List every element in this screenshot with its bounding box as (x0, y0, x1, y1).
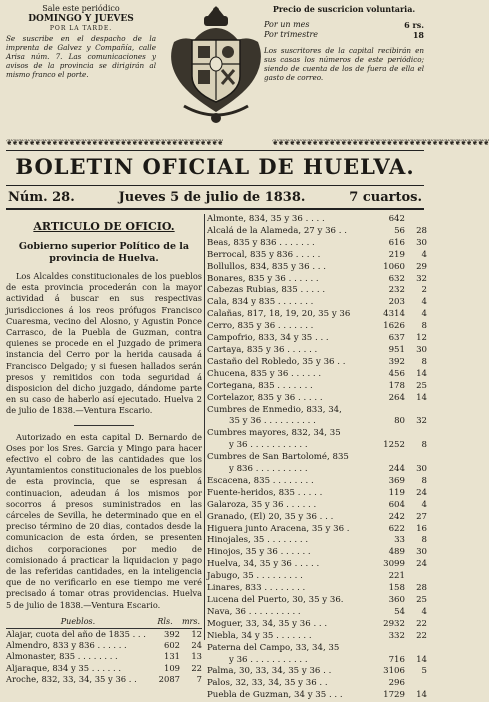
table-row (207, 369, 427, 381)
table-row (207, 690, 427, 702)
notice-paragraph-2: Autorizado en esta capital D. Bernardo de Oses por los Sres. Garcia y Mingo para hacer efectivo el cobro de las cantidades que los Ayuntamientos constitucionales de los pueblos de esta provincia, que se espresan á continuacion, adeudan á los mismos por socorros á presos suministrados en las cárceles de Sevilla, he determinado que en el preciso término de 20 dias, contados desde la comunicacion de esta órden, se presenten dichos corporaciones por medio de comisionado á practicar la liquidacion y pago de las referidas cantidades, en la inteligencia que de no verificarlo en ese tiempo me veré precisado á tomar otras providencias. Huelva 5 de julio de 1838.—Ventura Escario. (6, 431, 202, 610)
table-row (207, 678, 427, 690)
maravedis-cell: 8 (421, 535, 427, 546)
table-row (207, 274, 427, 286)
maravedis-cell: 12 (416, 333, 427, 344)
town-cell: Linares, 833 . . . . . . . . (207, 583, 306, 594)
publication-time: POR LA TARDE. (49, 25, 113, 32)
table-row (207, 631, 427, 643)
reales-cell: 2087 (158, 673, 180, 684)
reales-cell: 232 (388, 285, 405, 296)
table-row (207, 583, 427, 595)
price-trimester-label: Por trimestre (264, 30, 319, 39)
maravedis-cell: 4 (421, 249, 427, 260)
table-row (207, 488, 427, 500)
town-cell: Cortelazor, 835 y 36 . . . . . (207, 392, 323, 403)
maravedis-cell: 22 (191, 662, 202, 673)
table-row (207, 655, 427, 667)
table-row (207, 238, 427, 250)
table-row (6, 663, 202, 674)
divider (6, 150, 424, 151)
issue-date: Jueves 5 de julio de 1838. (118, 190, 306, 205)
town-cell: Cala, 834 y 835 . . . . . . . (207, 297, 314, 308)
maravedis-cell: 14 (416, 368, 427, 379)
column-header-pueblos: Pueblos. (60, 616, 96, 626)
town-cell: Puebla de Guzman, 34 y 35 . . . (207, 690, 343, 701)
table-row (207, 595, 427, 607)
town-cell: Granado, (El) 20, 35 y 36 . . . (207, 511, 334, 522)
table-row (207, 500, 427, 512)
ornament-left: ❦❦❦❦❦❦❦❦❦❦❦❦❦❦❦❦❦❦❦❦❦❦❦❦❦❦❦❦❦❦❦❦❦❦❦❦❦❦ (6, 138, 223, 147)
reales-cell: 622 (388, 523, 405, 534)
debt-table-header (6, 617, 202, 629)
maravedis-cell: 8 (421, 440, 427, 451)
left-column (6, 214, 202, 684)
maravedis-cell (405, 214, 427, 226)
maravedis-cell: 30 (416, 547, 427, 558)
maravedis-cell: 13 (191, 651, 202, 662)
maravedis-cell: 25 (416, 380, 427, 391)
notice-paragraph-1: Los Alcaldes constitucionales de los pueblos de esta provincia procederán con la mayor actividad á buscar en sus respectivas jurisdicciones á los reos prófugos Francisco Cuaresma, vecino del Alosno, y Agustin Ponce Carrasco, de la Puebla de Guzman, contra quienes se procede en el Juzgado de primera instancia del Cerro por la herida causada á Francisco Delgado; y si fuesen hallados serán presos y remitidos con toda seguridad á disposicion del dicho juzgado, dándome parte en su caso de haberlo así ejecutado. Huelva 2 de julio de 1838.—Ventura Escario. (6, 271, 202, 416)
table-row (6, 651, 202, 662)
maravedis-cell: 4 (421, 606, 427, 617)
town-cell: Cortegana, 835 . . . . . . . (207, 380, 313, 391)
maravedis-cell: 22 (416, 630, 427, 641)
town-cell: Paterna del Campo, 33, 34, 35 (207, 642, 340, 653)
reales-cell: 1252 (383, 440, 405, 451)
table-row (207, 214, 427, 226)
table-row (207, 250, 427, 262)
maravedis-cell: 22 (416, 618, 427, 629)
table-row (207, 321, 427, 333)
town-cell: y 836 . . . . . . . . . . (229, 464, 308, 475)
table-row (207, 524, 427, 536)
maravedis-cell: 30 (416, 344, 427, 355)
reales-cell: 3099 (383, 559, 405, 570)
table-row (207, 393, 427, 405)
maravedis-cell: 24 (416, 559, 427, 570)
reales-cell: 332 (388, 630, 405, 641)
town-cell: 35 y 36 . . . . . . . . . . (229, 416, 316, 427)
town-cell: Moguer, 33, 34, 35 y 36 . . . (207, 618, 328, 629)
table-row (207, 428, 427, 440)
reales-cell: 456 (388, 368, 405, 379)
table-row (207, 619, 427, 631)
reales-cell: 951 (388, 344, 405, 355)
price-trimester-value: 18 (412, 30, 424, 40)
maravedis-cell: 24 (191, 640, 202, 651)
reales-cell (371, 643, 405, 655)
town-cell: Calañas, 817, 18, 19, 20, 35 y 36 (207, 309, 351, 320)
maravedis-cell: 32 (416, 416, 427, 427)
table-row (207, 309, 427, 321)
town-cell: Cabezas Rubias, 835 . . . . . (207, 285, 326, 296)
table-row (207, 643, 427, 655)
table-row (207, 547, 427, 559)
table-row (207, 607, 427, 619)
issue-info-bar (8, 190, 422, 205)
town-cell: Almonte, 834, 35 y 36 . . . . (207, 214, 325, 224)
divider (6, 208, 424, 210)
maravedis-cell: 8 (421, 321, 427, 332)
reales-cell: 1729 (383, 690, 405, 701)
table-row (207, 416, 427, 428)
royal-coat-of-arms-icon (164, 2, 268, 126)
town-cell: Alcalá de la Alameda, 27 y 36 . . (207, 225, 347, 236)
maravedis-cell: 30 (416, 237, 427, 248)
reales-cell (371, 452, 405, 464)
table-row (207, 512, 427, 524)
subscriber-delivery-info: Los suscritores de la capital recibirán en sus casas los números de este periódico; siendo de cuenta de los de fuera de ella el gasto de correo. (264, 46, 424, 82)
town-cell: Escacena, 835 . . . . . . . . (207, 475, 314, 486)
divider (74, 425, 134, 426)
maravedis-cell (405, 571, 427, 583)
maravedis-cell: 4 (421, 499, 427, 510)
reales-cell: 33 (394, 535, 405, 546)
ornament-right: ❦❦❦❦❦❦❦❦❦❦❦❦❦❦❦❦❦❦❦❦❦❦❦❦❦❦❦❦❦❦❦❦❦❦❦❦❦❦ (272, 138, 489, 147)
town-cell: y 36 . . . . . . . . . . . (229, 440, 308, 451)
reales-cell: 203 (388, 297, 405, 308)
subscription-info: Se suscribe en el despacho de la imprenta de Galvez y Compañía, calle Arisa núm. 7. Las comunicaciones y avisos de la provincia se dirigirán al mismo franco el porte. (6, 34, 156, 79)
table-row (207, 440, 427, 452)
table-row (207, 535, 427, 547)
reales-cell: 604 (388, 499, 405, 510)
reales-cell: 54 (394, 606, 405, 617)
maravedis-cell: 16 (416, 523, 427, 534)
debt-table-left (6, 629, 202, 685)
maravedis-cell: 5 (421, 666, 427, 677)
table-row (207, 666, 427, 678)
maravedis-cell: 12 (191, 628, 202, 639)
town-cell: Palma, 30, 33, 34, 35 y 36 . . (207, 666, 332, 677)
maravedis-cell (405, 643, 427, 655)
maravedis-cell: 14 (416, 654, 427, 665)
reales-cell: 616 (388, 237, 405, 248)
price-month-row (264, 20, 424, 30)
reales-cell: 1060 (383, 261, 405, 272)
reales-cell: 3106 (383, 666, 405, 677)
maravedis-cell: 7 (196, 673, 202, 684)
reales-cell: 56 (394, 225, 405, 236)
maravedis-cell: 28 (416, 225, 427, 236)
town-cell: Palos, 32, 33, 34, 35 y 36 . . (207, 678, 328, 689)
town-cell: Galaroza, 35 y 36 . . . . . . (207, 499, 317, 510)
maravedis-cell: 14 (416, 392, 427, 403)
reales-cell: 219 (388, 249, 405, 260)
town-cell: Higuera junto Aracena, 35 y 36 . (207, 523, 350, 534)
maravedis-cell: 25 (416, 595, 427, 605)
column-header-mrs: mrs. (181, 616, 201, 626)
table-row (207, 285, 427, 297)
article-heading: ARTICULO DE OFICIO. (33, 220, 175, 233)
table-row (207, 452, 427, 464)
reales-cell: 637 (388, 333, 405, 344)
table-row (207, 357, 427, 369)
debt-table-right (207, 214, 427, 702)
reales-cell: 360 (388, 595, 405, 605)
reales-cell (371, 405, 405, 417)
table-row (207, 297, 427, 309)
table-row (6, 640, 202, 651)
town-cell: Cumbres de Enmedio, 833, 34, (207, 404, 342, 415)
maravedis-cell (405, 452, 427, 464)
table-row (207, 262, 427, 274)
town-cell: y 36 . . . . . . . . . . . (229, 654, 308, 665)
reales-cell: 716 (388, 654, 405, 665)
town-cell: Niebla, 34 y 35 . . . . . . . (207, 630, 312, 641)
reales-cell: 80 (394, 416, 405, 427)
table-row (6, 629, 202, 640)
article-subheading: Gobierno superior Político de la provincia de Huelva. (18, 241, 190, 264)
town-cell: Campofrio, 833, 34 y 35 . . . (207, 333, 329, 344)
town-cell: Fuente-heridos, 835 . . . . . (207, 487, 323, 498)
maravedis-cell: 29 (416, 261, 427, 272)
reales-cell: 178 (388, 380, 405, 391)
reales-cell: 2932 (383, 618, 405, 629)
reales-cell: 242 (388, 511, 405, 522)
reales-cell: 244 (388, 464, 405, 475)
subscription-price-title: Precio de suscricion voluntaria. (272, 4, 416, 14)
issue-number: Núm. 28. (8, 190, 75, 205)
price-month-label: Por un mes (264, 20, 310, 29)
table-row (6, 674, 202, 685)
table-row (207, 571, 427, 583)
reales-cell: 109 (164, 662, 180, 673)
maravedis-cell: 28 (416, 583, 427, 594)
town-cell: Nava, 36 . . . . . . . . . . (207, 606, 301, 617)
town-cell: Chucena, 835 y 36 . . . . . . (207, 368, 322, 379)
table-row (207, 476, 427, 488)
reales-cell: 4314 (383, 309, 405, 320)
reales-cell: 392 (164, 628, 180, 639)
issue-price: 7 cuartos. (349, 190, 422, 205)
column-header-rls: Rls. (157, 616, 173, 626)
reales-cell: 392 (388, 356, 405, 367)
town-cell: Alajar, cuota del año de 1835 . . . (6, 628, 146, 639)
town-cell: Jabugo, 35 . . . . . . . . . (207, 571, 303, 582)
reales-cell: 369 (388, 475, 405, 486)
reales-cell (371, 428, 405, 440)
town-cell: Beas, 835 y 836 . . . . . . . (207, 237, 315, 248)
town-cell: Cartaya, 835 y 36 . . . . . . (207, 344, 318, 355)
town-cell: Hinojos, 35 y 36 . . . . . . (207, 547, 311, 558)
maravedis-cell: 8 (421, 475, 427, 486)
reales-cell: 296 (388, 678, 405, 689)
reales-cell: 119 (388, 487, 405, 498)
reales-cell: 489 (388, 547, 405, 558)
maravedis-cell: 4 (421, 309, 427, 320)
town-cell: Aljaraque, 834 y 35 . . . . . . (6, 662, 121, 673)
maravedis-cell (405, 405, 427, 417)
reales-cell: 221 (388, 571, 405, 582)
maravedis-cell: 32 (416, 273, 427, 284)
town-cell: Cerro, 835 y 36 . . . . . . . (207, 321, 314, 332)
header-right (264, 4, 424, 82)
town-cell: Bollullos, 834, 835 y 36 . . . (207, 261, 326, 272)
table-row (207, 333, 427, 345)
table-row (207, 345, 427, 357)
town-cell: Cumbres mayores, 832, 34, 35 (207, 428, 341, 439)
maravedis-cell: 8 (421, 356, 427, 367)
maravedis-cell: 4 (421, 297, 427, 308)
newspaper-title: BOLETIN OFICIAL DE HUELVA. (15, 154, 415, 179)
town-cell: Huelva, 34, 35 y 36 . . . . . (207, 559, 320, 570)
right-column (204, 214, 427, 701)
reales-cell: 602 (164, 640, 180, 651)
town-cell: Bonares, 835 y 36 . . . . . . (207, 273, 319, 284)
price-trimester-row (264, 30, 424, 40)
town-cell: Hinojales, 35 . . . . . . . . (207, 535, 309, 546)
reales-cell: 632 (388, 273, 405, 284)
maravedis-cell (405, 678, 427, 690)
maravedis-cell: 27 (416, 511, 427, 522)
reales-cell: 642 (388, 214, 405, 224)
town-cell: Aroche, 832, 33, 34, 35 y 36 . . (6, 673, 137, 684)
publication-schedule-intro: Sale este periódico (42, 4, 120, 13)
town-cell: Almendro, 833 y 836 . . . . . . (6, 640, 127, 651)
maravedis-cell: 30 (416, 464, 427, 475)
price-month-value: 6 rs. (404, 20, 424, 30)
town-cell: Cumbres de San Bartolomé, 835 (207, 452, 349, 463)
reales-cell: 264 (388, 392, 405, 403)
table-row (207, 226, 427, 238)
header-left (6, 4, 156, 79)
divider (6, 185, 424, 186)
table-row (207, 381, 427, 393)
reales-cell: 158 (388, 583, 405, 594)
town-cell: Lucena del Puerto, 30, 35 y 36. (207, 595, 344, 605)
maravedis-cell: 14 (416, 690, 427, 701)
table-row (207, 464, 427, 476)
maravedis-cell: 2 (421, 285, 427, 296)
reales-cell: 1626 (383, 321, 405, 332)
publication-days: DOMINGO Y JUEVES (28, 14, 134, 24)
reales-cell: 131 (164, 651, 180, 662)
town-cell: Berrocal, 835 y 836 . . . . . (207, 249, 321, 260)
town-cell: Almonaster, 835 . . . . . . . . (6, 651, 118, 662)
table-row (207, 405, 427, 417)
town-cell: Castaño del Robledo, 35 y 36 . . (207, 356, 346, 367)
maravedis-cell (405, 428, 427, 440)
table-row (207, 559, 427, 571)
maravedis-cell: 24 (416, 487, 427, 498)
